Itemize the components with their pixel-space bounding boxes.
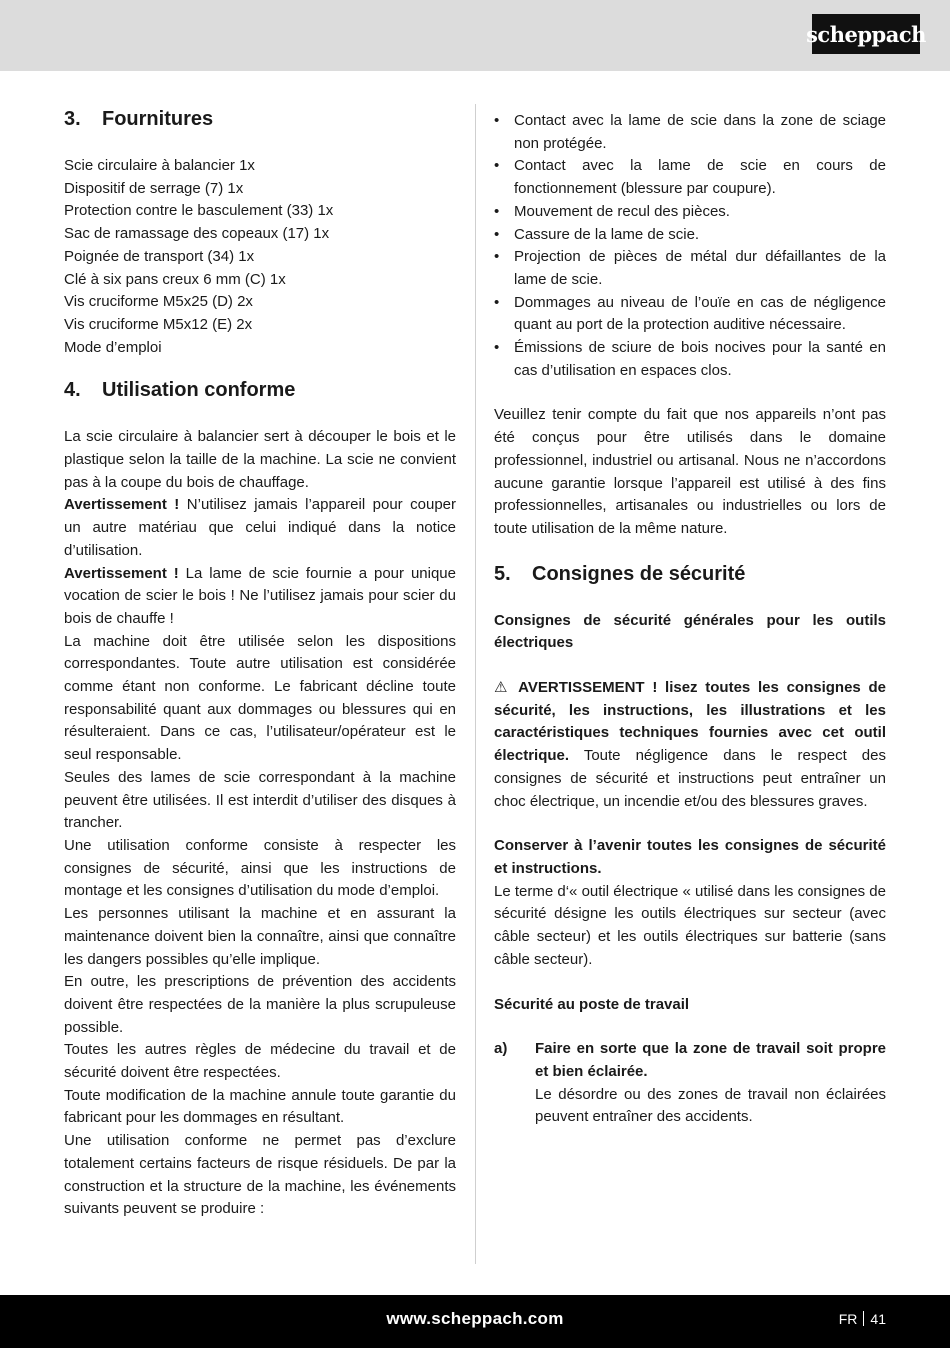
language-code: FR	[838, 1311, 858, 1327]
section-5-number: 5.	[494, 562, 511, 585]
warning-text: La lame de scie fournie a pour unique vocation de scier le bois ! Ne l’utilisez jamais pour scier du bois de chauffe !	[64, 564, 456, 627]
page-indicator	[839, 1311, 886, 1327]
warning-label: Avertissement !	[64, 564, 179, 582]
right-column	[494, 110, 886, 1129]
supply-item: Poignée de transport (34) 1x	[64, 247, 255, 265]
risk-list	[494, 110, 886, 382]
section-5-title: Consignes de sécurité	[532, 562, 746, 585]
warning-paragraph	[64, 563, 456, 631]
workplace-title: Sécurité au poste de travail	[494, 995, 690, 1013]
paragraph: Une utilisation conforme consiste à respecter les consignes de sécurité, ainsi que les instructions de montage et les consignes d’utilisation du mode d’emploi.	[64, 836, 456, 900]
supply-item: Dispositif de serrage (7) 1x	[64, 179, 244, 197]
paragraph: En outre, les prescriptions de prévention des accidents doivent être respectées de la manière la plus scrupuleuse possible.	[64, 973, 456, 1036]
warning-bold-text: AVERTISSEMENT ! lisez toutes les consignes de sécurité, les instructions, les illustrations et les caractéristiques techniques fournies avec cet outil électrique.	[494, 679, 887, 765]
section-5-subtitle: Consignes de sécurité générales pour les outils électriques	[494, 611, 886, 652]
workplace-item-a	[494, 1038, 886, 1129]
header-bar	[0, 0, 950, 71]
list-item: • Cassure de la lame de scie.	[494, 224, 886, 247]
supply-list	[64, 155, 456, 359]
paragraph: Toute modification de la machine annule toute garantie du fabricant pour les dommages en résultant.	[64, 1086, 456, 1127]
list-item: • Contact avec la lame de scie dans la zone de sciage non protégée.	[494, 110, 886, 155]
warning-text: N’utilisez jamais l’appareil pour couper un autre matériau que celui indiqué dans la notice d’utilisation.	[64, 496, 456, 559]
paragraph: Seules des lames de scie correspondant à la machine peuvent être utilisées. Il est interdit d’utiliser des disques à trancher.	[64, 768, 456, 832]
list-item: • Projection de pièces de métal dur défaillantes de la lame de scie.	[494, 246, 886, 291]
supply-item: Mode d’emploi	[64, 338, 162, 356]
item-text: Le désordre ou des zones de travail non éclairées peuvent entraîner des accidents.	[535, 1085, 886, 1126]
list-item: • Émissions de sciure de bois nocives pour la santé en cas d’utilisation en espaces clos.	[494, 337, 886, 382]
website-link[interactable]: www.scheppach.com	[386, 1309, 564, 1328]
warning-paragraph	[64, 494, 456, 562]
section-3-title: Fournitures	[102, 108, 214, 130]
supply-item: Clé à six pans creux 6 mm (C) 1x	[64, 270, 286, 288]
keep-instructions: Conserver à l’avenir toutes les consignes de sécurité et instructions.	[494, 837, 886, 877]
section-4-body	[64, 426, 456, 1221]
list-item: • Contact avec la lame de scie en cours de fonctionnement (blessure par coupure).	[494, 155, 886, 200]
page-separator	[863, 1311, 864, 1326]
warning-text: Toute négligence dans le respect des consignes de sécurité et instructions peut entraîner un choc électrique, un incendie et/ou des blessures graves.	[494, 747, 886, 810]
item-letter: a)	[494, 1040, 508, 1058]
section-4-heading	[64, 377, 456, 404]
supply-item: Vis cruciforme M5x25 (D) 2x	[64, 293, 253, 311]
section-5-heading	[494, 561, 886, 588]
paragraph: Toutes les autres règles de médecine du travail et de sécurité doivent être respectées.	[64, 1041, 456, 1082]
paragraph: Une utilisation conforme ne permet pas d’exclure totalement certains facteurs de risque résiduels. De par la construction et la structure de la machine, les événements suivants peuvent se produire :	[64, 1132, 456, 1218]
item-bold-text: Faire en sorte que la zone de travail soit propre et bien éclairée.	[535, 1040, 886, 1080]
column-divider	[475, 104, 476, 1264]
supply-item: Sac de ramassage des copeaux (17) 1x	[64, 225, 330, 243]
list-item: • Dommages au niveau de l’ouïe en cas de négligence quant au port de la protection auditive nécessaire.	[494, 292, 886, 337]
left-column	[64, 106, 456, 1221]
warning-triangle-icon: ⚠	[494, 679, 512, 697]
supply-item: Vis cruciforme M5x12 (E) 2x	[64, 315, 253, 333]
section-3-heading	[64, 106, 456, 133]
footer-bar	[0, 1295, 950, 1348]
brand-logo: scheppach	[812, 14, 920, 54]
section-4-title: Utilisation conforme	[102, 379, 296, 402]
section-3-number: 3.	[64, 108, 81, 130]
warning-block	[494, 677, 886, 813]
page-number: 41	[870, 1311, 886, 1327]
paragraph: La scie circulaire à balancier sert à découper le bois et le plastique selon la taille de la machine. La scie ne convient pas à la coupe du bois de chauffage.	[64, 428, 456, 491]
supply-item: Protection contre le basculement (33) 1x	[64, 202, 334, 220]
section-4-number: 4.	[64, 379, 81, 402]
warning-label: Avertissement !	[64, 496, 180, 514]
term-definition: Le terme d‘« outil électrique « utilisé dans les consignes de sécurité désigne les outils électriques sur secteur (avec câble secteur) et les outils électriques sur batterie (sans câble secteur).	[494, 882, 886, 968]
paragraph: Les personnes utilisant la machine et en assurant la maintenance doivent bien la connaître, ainsi que connaître les dangers possibles qu’elle implique.	[64, 905, 456, 968]
paragraph: La machine doit être utilisée selon les dispositions correspondantes. Toute autre utilisation est considérée comme étant non conforme. Le fabricant décline toute responsabilité quant aux dommages ou blessures qui en résulteraient. Dans ce cas, l’utilisateur/opérateur est le seul responsable.	[64, 632, 456, 764]
item-body	[535, 1038, 886, 1129]
usage-note: Veuillez tenir compte du fait que nos appareils n’ont pas été conçus pour être utilisés dans le domaine professionnel, industriel ou artisanal. Nous ne n’accordons aucune garantie lorsque l’appareil est utilisé à des fins professionnelles, artisanales ou industrielles ou lors de toute utilisation de la même nature.	[494, 406, 886, 537]
supply-item: Scie circulaire à balancier 1x	[64, 157, 255, 174]
list-item: • Mouvement de recul des pièces.	[494, 201, 886, 224]
